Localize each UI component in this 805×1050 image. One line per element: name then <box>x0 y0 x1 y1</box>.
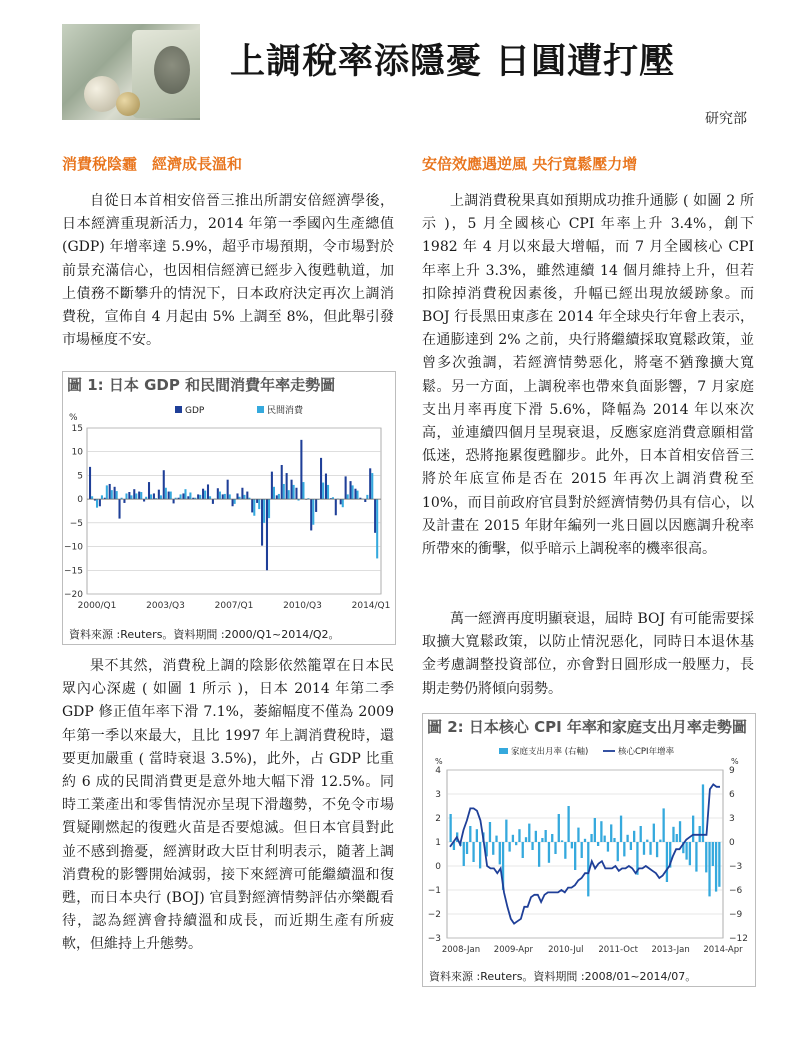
figure-1-y-tick: 0 <box>77 495 83 506</box>
figure-1-y-tick: −10 <box>64 542 83 553</box>
figure-2-household-bar <box>646 840 648 842</box>
figure-2-household-bar <box>590 834 592 842</box>
figure-2-title: 圖 2: 日本核心 CPI 年率和家庭支出月率走勢圖 <box>427 718 747 736</box>
figure-2-household-bar <box>541 838 543 842</box>
figure-1-x-tick: 2010/Q3 <box>283 601 322 611</box>
figure-1-consumption-bar <box>116 491 118 499</box>
figure-2-household-bar <box>712 842 714 866</box>
figure-1-consumption-bar <box>243 495 245 499</box>
figure-1-consumption-bar <box>140 492 142 499</box>
figure-1-gdp-bar <box>89 467 91 499</box>
figure-1-gdp-bar <box>217 488 219 499</box>
figure-1-gdp-bar <box>197 494 199 499</box>
figure-1-consumption-bar <box>263 499 265 523</box>
figure-2-household-bar <box>604 836 606 842</box>
header-money-image <box>62 24 200 120</box>
figure-1-x-tick: 2000/Q1 <box>77 601 117 611</box>
coin-picture <box>84 76 120 112</box>
figure-2-household-bar <box>620 816 622 842</box>
figure-2-household-bar <box>531 842 533 850</box>
left-paragraph-1: 自從日本首相安倍晉三推出所謂安倍經濟學後，日本經濟重現新活力，2014 年第一季國內生產總值 (GDP) 年增率達 5.9%，超乎市場預期，令市場對於前景充滿信心，也因相信經濟已經步入復甦軌道，加上債務不斷攀升的情況下，日本政府決定再次上調消費稅，宣佈自 4 月起由 5% 上調至 8%，但此舉引發市場極度不安。 <box>62 193 394 349</box>
department-label: 研究部 <box>705 111 747 127</box>
figure-1-gdp-bar <box>187 496 189 499</box>
figure-1-gdp-bar <box>310 499 312 530</box>
figure-2-household-bar <box>679 821 681 842</box>
figure-2-left-tick: −2 <box>427 910 441 920</box>
figure-1-gdp-bar <box>261 499 263 545</box>
article-title: 上調稅率添隱憂 日圓遭打壓 <box>230 42 676 82</box>
figure-1-gdp-bar <box>286 473 288 499</box>
figure-2-left-tick: 4 <box>435 766 441 776</box>
figure-2-household-bar <box>702 784 704 842</box>
figure-1 <box>62 371 396 645</box>
figure-1-gdp-bar <box>118 499 120 518</box>
figure-1-gdp-bar <box>182 493 184 499</box>
coin-picture-small <box>116 92 140 116</box>
figure-1-gdp-bar <box>315 499 317 512</box>
figure-1-consumption-bar <box>356 491 358 500</box>
figure-2-household-bar <box>564 842 566 859</box>
figure-1-gdp-bar <box>148 482 150 499</box>
figure-1-consumption-bar <box>224 494 226 499</box>
figure-1-gdp-bar <box>300 440 302 499</box>
figure-2-household-bar <box>479 842 481 868</box>
figure-2-right-tick: −9 <box>729 910 743 920</box>
figure-1-consumption-bar <box>253 499 255 516</box>
figure-2-household-bar <box>508 842 510 852</box>
figure-1-gdp-bar <box>236 493 238 499</box>
figure-1-gdp-bar <box>99 499 101 506</box>
figure-2-household-bar <box>535 831 537 842</box>
figure-1-consumption-bar <box>347 494 349 499</box>
figure-2-household-bar <box>656 842 658 857</box>
figure-2-household-bar <box>463 842 465 866</box>
figure-2-household-bar <box>666 842 668 882</box>
figure-1-gdp-bar <box>114 487 116 499</box>
figure-1-consumption-bar <box>209 496 211 499</box>
figure-1-gdp-bar <box>232 499 234 506</box>
figure-1-gdp-bar <box>320 458 322 499</box>
figure-1-x-tick: 2007/Q1 <box>214 601 254 611</box>
figure-2-household-bar <box>515 842 517 845</box>
figure-1-legend-swatch <box>257 406 264 413</box>
figure-1-gdp-bar <box>153 493 155 499</box>
figure-2-right-tick: −12 <box>729 934 748 944</box>
figure-1-consumption-bar <box>322 483 324 500</box>
figure-1-gdp-bar <box>241 488 243 499</box>
figure-2-household-bar <box>692 816 694 842</box>
figure-2-household-bar <box>676 834 678 842</box>
figure-1-gdp-bar <box>138 492 140 500</box>
figure-1-y-tick: −20 <box>64 590 83 600</box>
figure-1-consumption-bar <box>160 495 162 499</box>
figure-1-consumption-bar <box>278 494 280 499</box>
figure-1-gdp-bar <box>271 472 273 500</box>
figure-2-source: 資料來源 :Reuters。資料期間 :2008/01~2014/07。 <box>429 970 697 983</box>
figure-2-right-tick: 9 <box>729 766 735 776</box>
figure-2-x-tick: 2011-Oct <box>598 945 639 955</box>
figure-2-household-bar <box>626 835 628 842</box>
left-paragraph-2: 果不其然，消費稅上調的陰影依然籠罩在日本民眾內心深處 ( 如圖 1 所示 )，日本 2014 年第二季 GDP 修正值年率下滑 7.1%，萎縮幅度不僅為 2009 年第一季以來最大，且比 1997 年上調消費稅時，還要更加嚴重 ( 當時衰退 3.5%)，此外，占 GDP 比重約 6 成的民間消費更是意外地大幅下滑 12.5%。同時工業產出和零售情況亦呈現下滑趨勢，不免令市場質疑剛燃起的復甦火苗是否要熄滅。但日本官員對此並不感到擔憂，經濟財政大臣甘利明表示，隨著上調消費稅的影響開始減弱，接下來經濟可能繼續溫和復甦，而日本央行 (BOJ) 官員對經濟情勢評估亦樂觀看待，認為經濟會持續溫和成長，而近期生產有所疲軟，但維持上升態勢。 <box>62 658 394 953</box>
figure-2-household-bar <box>545 830 547 842</box>
figure-2 <box>422 713 756 987</box>
figure-2-household-bar <box>567 806 569 842</box>
figure-2-household-bar <box>633 831 635 842</box>
figure-2-household-bar <box>708 842 710 896</box>
figure-1-y-unit: % <box>69 413 78 423</box>
figure-1-consumption-bar <box>352 485 354 499</box>
figure-2-household-bar <box>659 840 661 842</box>
right-paragraph-1: 上調消費稅果真如預期成功推升通膨 ( 如圖 2 所示 )，5 月全國核心 CPI 年率上升 3.4%，創下 1982 年 4 月以來最大增幅，而 7 月全國核心 CPI 年率上升 3.3%，雖然連續 14 個月維持上升，但若扣除掉消費稅因素後，升幅已經出現放緩跡象。而 BOJ 行長黑田東彥在 2014 年全球央行年會上表示，在通膨達到 2% 之前，央行將繼續採取寬鬆政策，並曾多次強調，若經濟情勢惡化，將毫不猶豫擴大寬鬆。另一方面，上調稅率也帶來負面影響，7 月家庭支出月率再度下滑 5.6%，降幅為 2014 年以來次高，並連續四個月呈現衰退，反應家庭消費意願相當低迷，恐將拖累復甦腳步。此外，日本首相安倍晉三將於年底宣佈是否在 2015 年再次上調消費稅至 10%，而目前政府官員對於經濟情勢仍具有信心，以及計畫在 2015 年財年編列一兆日圓以因應調升稅率所帶來的衝擊，似乎暗示上調稅率的機率很高。 <box>422 193 754 558</box>
figure-1-chart <box>63 396 393 626</box>
figure-1-consumption-bar <box>371 473 373 499</box>
figure-2-household-bar <box>597 842 599 846</box>
figure-2-household-bar <box>649 842 651 855</box>
figure-1-gdp-bar <box>340 499 342 504</box>
figure-2-household-bar <box>472 842 474 862</box>
figure-1-gdp-bar <box>354 489 356 499</box>
figure-1-gdp-bar <box>173 499 175 503</box>
figure-1-consumption-bar <box>366 495 368 499</box>
figure-2-left-tick: 0 <box>435 862 441 872</box>
figure-1-consumption-bar <box>106 485 108 499</box>
figure-1-consumption-bar <box>376 499 378 558</box>
figure-1-gdp-bar <box>227 480 229 499</box>
figure-1-consumption-bar <box>130 495 132 499</box>
figure-2-household-bar <box>492 842 494 855</box>
figure-2-right-unit: % <box>731 757 739 766</box>
figure-2-household-bar <box>600 821 602 842</box>
figure-1-consumption-bar <box>273 487 275 499</box>
figure-2-right-tick: −6 <box>729 886 743 896</box>
figure-2-x-tick: 2013-Jan <box>651 945 690 955</box>
figure-1-x-tick: 2014/Q1 <box>351 601 391 611</box>
figure-2-legend-label-bar: 家庭支出月率 (右軸) <box>511 747 589 757</box>
figure-1-consumption-bar <box>293 485 295 499</box>
figure-2-household-bar <box>495 836 497 842</box>
figure-1-plot-frame <box>87 428 381 594</box>
figure-2-left-tick: −1 <box>427 886 441 896</box>
figure-2-household-bar <box>518 829 520 842</box>
figure-1-gdp-bar <box>350 481 352 499</box>
figure-2-left-unit: % <box>435 757 443 766</box>
figure-2-household-bar <box>466 842 468 854</box>
figure-2-legend-label-line: 核心CPI年增率 <box>618 747 675 757</box>
figure-2-cpi-line <box>450 784 720 923</box>
figure-2-household-bar <box>653 824 655 842</box>
figure-2-household-bar <box>607 842 609 852</box>
figure-2-household-bar <box>561 840 563 842</box>
figure-1-gdp-bar <box>207 484 209 499</box>
figure-1-title: 圖 1: 日本 GDP 和民間消費年率走勢圖 <box>67 376 336 394</box>
figure-1-gdp-bar <box>291 480 293 499</box>
figure-1-consumption-bar <box>189 493 191 500</box>
figure-2-household-bar <box>630 842 632 850</box>
figure-2-x-tick: 2008-Jan <box>441 945 481 955</box>
figure-1-consumption-bar <box>234 499 236 504</box>
figure-2-left-tick: −3 <box>427 934 441 944</box>
figure-1-gdp-bar <box>163 470 165 499</box>
figure-1-gdp-bar <box>109 484 111 499</box>
figure-1-gdp-bar <box>251 499 253 512</box>
figure-1-consumption-bar <box>327 485 329 499</box>
figure-1-consumption-bar <box>165 488 167 499</box>
figure-2-household-bar <box>581 842 583 858</box>
figure-1-gdp-bar <box>168 492 170 500</box>
figure-2-household-bar <box>584 839 586 842</box>
figure-1-consumption-bar <box>219 492 221 500</box>
figure-1-gdp-bar <box>133 489 135 499</box>
figure-2-household-bar <box>705 842 707 872</box>
figure-2-household-bar <box>525 837 527 842</box>
figure-1-consumption-bar <box>111 490 113 499</box>
figure-2-household-bar <box>499 842 501 864</box>
figure-1-gdp-bar <box>158 490 160 499</box>
figure-2-right-tick: 0 <box>729 838 735 848</box>
figure-2-household-bar <box>640 826 642 842</box>
figure-1-y-tick: 5 <box>77 471 83 482</box>
figure-2-x-tick: 2014-Apr <box>703 945 743 955</box>
figure-2-x-tick: 2010-Jul <box>548 945 584 955</box>
left-section-heading: 消費稅陰霾 經濟成長溫和 <box>62 155 243 173</box>
figure-1-consumption-bar <box>283 484 285 499</box>
figure-2-household-bar <box>571 842 573 848</box>
figure-1-gdp-bar <box>369 468 371 499</box>
figure-2-household-bar <box>574 842 576 870</box>
figure-2-left-tick: 2 <box>435 814 441 824</box>
banknote-portrait-picture <box>154 46 190 94</box>
figure-1-consumption-bar <box>184 489 186 499</box>
figure-2-right-tick: −3 <box>729 862 743 872</box>
figure-2-chart <box>423 738 753 968</box>
figure-2-household-bar <box>672 827 674 842</box>
figure-2-household-bar <box>505 820 507 842</box>
figure-1-source: 資料來源 :Reuters。資料期間 :2000/Q1~2014/Q2。 <box>69 628 340 641</box>
figure-1-consumption-bar <box>101 495 103 499</box>
figure-1-consumption-bar <box>180 494 182 499</box>
figure-2-household-bar <box>718 842 720 887</box>
figure-2-household-bar <box>643 842 645 855</box>
figure-2-household-bar <box>554 842 556 854</box>
figure-2-household-bar <box>551 834 553 842</box>
figure-2-household-bar <box>594 818 596 842</box>
figure-1-consumption-bar <box>268 499 270 518</box>
figure-2-household-bar <box>623 842 625 856</box>
figure-1-gdp-bar <box>202 489 204 499</box>
right-section-heading: 安倍效應遇逆風 央行寬鬆壓力增 <box>422 155 638 173</box>
figure-1-gdp-bar <box>246 492 248 500</box>
figure-1-consumption-bar <box>312 499 314 525</box>
figure-1-consumption-bar <box>342 499 344 507</box>
figure-1-legend-swatch <box>175 406 182 413</box>
figure-1-y-tick: 10 <box>71 447 83 458</box>
figure-1-gdp-bar <box>266 499 268 570</box>
figure-2-household-bar <box>528 824 530 842</box>
figure-1-gdp-bar <box>123 499 125 503</box>
figure-1-gdp-bar <box>256 499 258 503</box>
figure-1-consumption-bar <box>170 492 172 500</box>
figure-2-household-bar <box>617 842 619 861</box>
figure-1-y-tick: 15 <box>71 424 83 434</box>
figure-1-consumption-bar <box>91 496 93 499</box>
figure-2-right-tick: 3 <box>729 814 735 824</box>
figure-1-consumption-bar <box>302 482 304 499</box>
figure-2-household-bar <box>695 842 697 872</box>
figure-1-consumption-bar <box>229 494 231 499</box>
figure-1-consumption-bar <box>258 499 260 509</box>
figure-1-gdp-bar <box>276 495 278 499</box>
figure-2-left-tick: 1 <box>435 838 441 848</box>
figure-1-gdp-bar <box>335 499 337 515</box>
figure-2-left-tick: 3 <box>435 790 441 800</box>
figure-2-right-tick: 6 <box>729 790 735 800</box>
figure-2-household-bar <box>538 842 540 867</box>
figure-1-legend-label: 民間消費 <box>267 406 304 416</box>
figure-2-x-tick: 2009-Apr <box>493 945 534 955</box>
figure-2-household-bar <box>548 842 550 863</box>
figure-2-household-bar <box>613 838 615 842</box>
figure-2-household-bar <box>476 829 478 842</box>
figure-1-y-tick: −15 <box>64 566 83 577</box>
figure-1-consumption-bar <box>150 494 152 499</box>
figure-1-gdp-bar <box>212 499 214 504</box>
figure-2-household-bar <box>715 842 717 892</box>
figure-1-gdp-bar <box>325 474 327 500</box>
figure-2-household-bar <box>610 824 612 842</box>
figure-2-household-bar <box>689 842 691 865</box>
figure-1-x-tick: 2003/Q3 <box>146 601 185 611</box>
figure-2-household-bar <box>558 814 560 842</box>
figure-2-legend-swatch-bar <box>499 748 508 754</box>
figure-1-y-tick: −5 <box>69 518 83 529</box>
figure-2-plot-frame <box>447 770 723 938</box>
figure-1-consumption-bar <box>199 495 201 499</box>
figure-2-household-bar <box>663 808 665 842</box>
figure-1-gdp-bar <box>345 476 347 499</box>
figure-1-gdp-bar <box>222 494 224 499</box>
figure-1-gdp-bar <box>295 488 297 499</box>
figure-2-household-bar <box>469 826 471 842</box>
figure-1-gdp-bar <box>364 499 366 502</box>
figure-1-legend-label: GDP <box>185 406 205 416</box>
right-paragraph-2: 萬一經濟再度明顯衰退，屆時 BOJ 有可能需要採取擴大寬鬆政策，以防止情況惡化，同時日本退休基金考慮調整投資部位，亦會對日圓形成一般壓力，長期走勢仍將傾向弱勢。 <box>422 611 754 697</box>
figure-2-household-bar <box>449 814 451 842</box>
figure-2-household-bar <box>685 842 687 860</box>
figure-1-consumption-bar <box>96 499 98 508</box>
figure-1-consumption-bar <box>288 490 290 499</box>
figure-1-consumption-bar <box>135 493 137 499</box>
figure-2-household-bar <box>512 835 514 842</box>
figure-1-consumption-bar <box>204 491 206 500</box>
figure-1-gdp-bar <box>128 492 130 499</box>
figure-1-consumption-bar <box>125 493 127 499</box>
figure-2-household-bar <box>522 842 524 858</box>
figure-1-gdp-bar <box>374 499 376 533</box>
figure-2-household-bar <box>489 822 491 842</box>
figure-2-household-bar <box>577 828 579 842</box>
figure-1-gdp-bar <box>281 465 283 499</box>
